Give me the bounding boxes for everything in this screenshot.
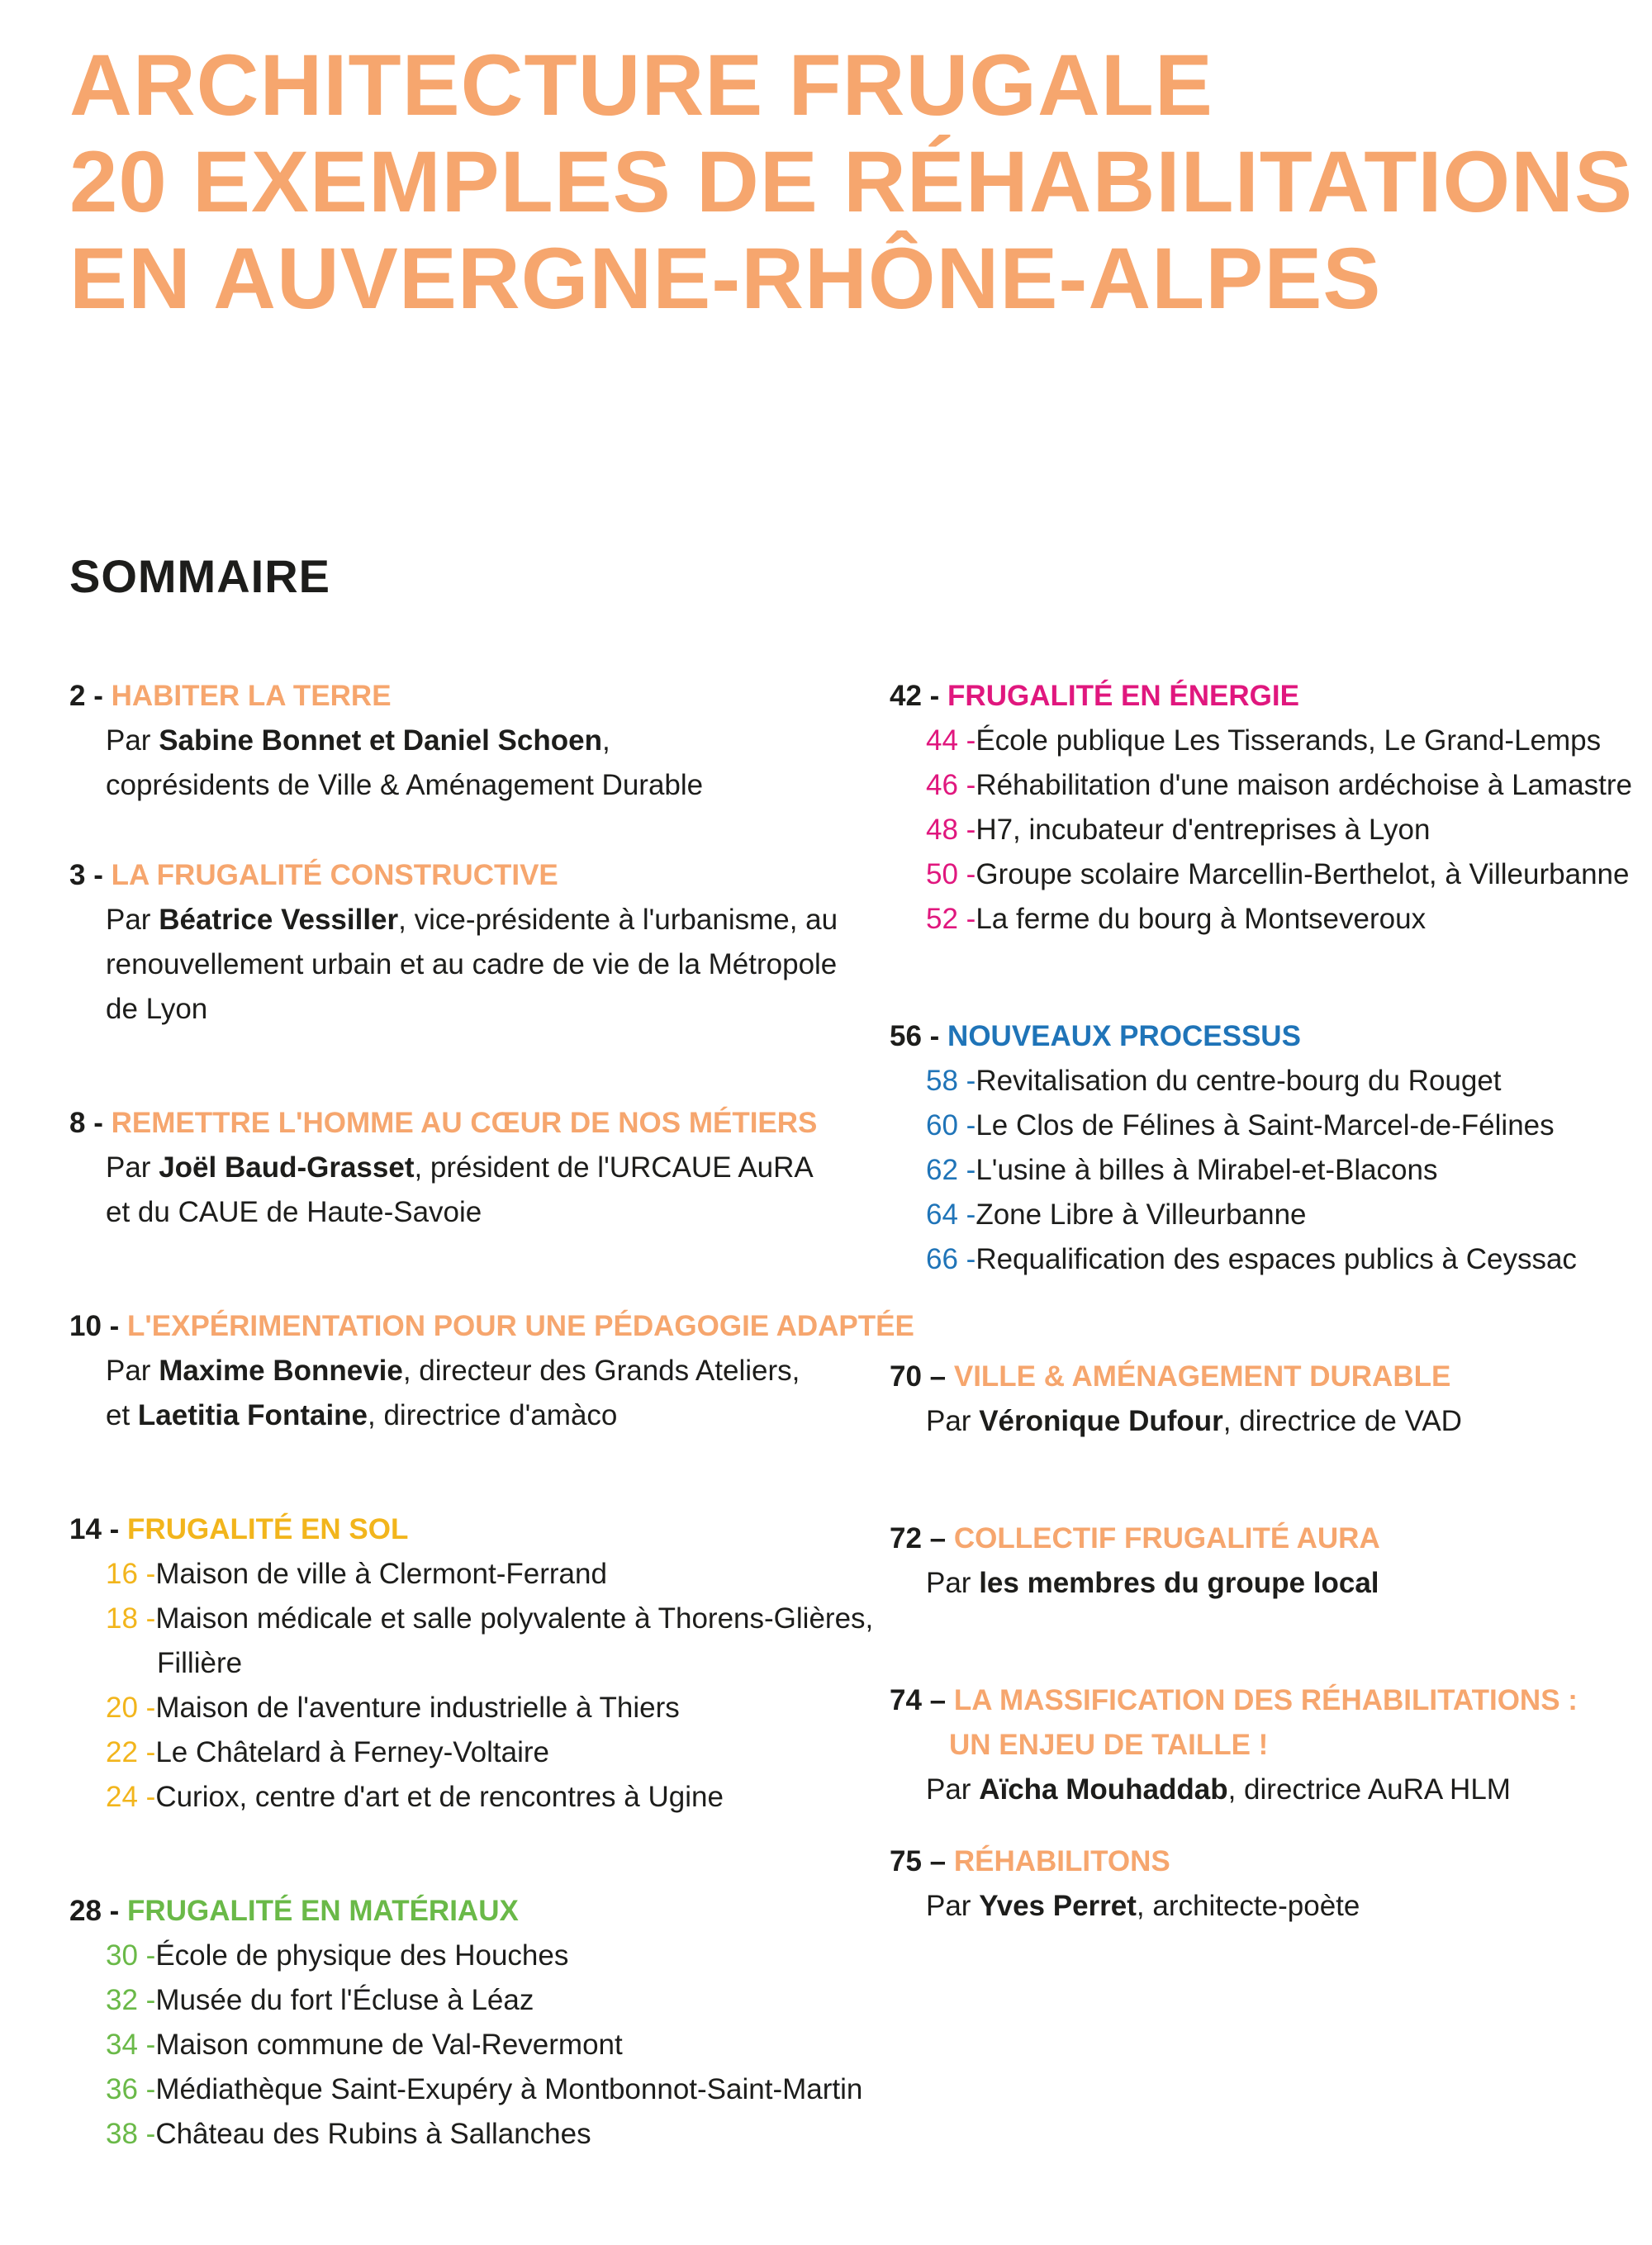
toc-item[interactable]: 18 - Maison médicale et salle polyvalente à Thorens-Glières, [106, 1602, 874, 1635]
toc-item[interactable]: 64 - Zone Libre à Villeurbanne [926, 1198, 1307, 1231]
section-title[interactable]: HABITER LA TERRE [111, 680, 392, 712]
author-names: les membres du groupe local [979, 1567, 1379, 1599]
toc-item[interactable]: 24 - Curiox, centre d'art et de rencontres à Ugine [106, 1781, 724, 1813]
toc-section-3: 3 - LA FRUGALITÉ CONSTRUCTIVE Par Béatrice Vessiller, vice-présidente à l'urbanisme, au renouvellement urbain et au cadre de vie de la Métropole de Lyon [69, 859, 838, 1025]
section-title[interactable]: NOUVEAUX PROCESSUS [947, 1020, 1301, 1052]
section-title[interactable]: L'EXPÉRIMENTATION POUR UNE PÉDAGOGIE ADAPTÉE [127, 1310, 914, 1342]
section-number: 8 - [69, 1107, 112, 1139]
section-title[interactable]: FRUGALITÉ EN SOL [127, 1513, 409, 1545]
section-number: 10 - [69, 1310, 128, 1342]
author-names: Joël Baud-Grasset [159, 1151, 415, 1184]
toc-item[interactable]: 44 - École publique Les Tisserands, Le Grand-Lemps [926, 724, 1602, 757]
toc-section-70: 70 – VILLE & AMÉNAGEMENT DURABLE Par Véronique Dufour, directrice de VAD [890, 1360, 1462, 1437]
toc-item[interactable]: 60 - Le Clos de Félines à Saint-Marcel-de-Félines [926, 1109, 1555, 1141]
toc-section-14: 14 - FRUGALITÉ EN SOL 16 - Maison de ville à Clermont-Ferrand 18 - Maison médicale et salle polyvalente à Thorens-Glières, Fillière 20 - Maison de l'aventure industrielle à Thiers 22 - Le Châtelard à Ferney-Voltaire 24 - Curiox, centre d'art et de rencontres à Ugine [69, 1507, 895, 1820]
author-names: Aïcha Mouhaddab [979, 1773, 1228, 1806]
toc-section-42 [890, 674, 1650, 942]
toc-item[interactable]: 66 - Requalification des espaces publics à Ceyssac [926, 1243, 1577, 1275]
toc-item[interactable]: 38 - Château des Rubins à Sallanches [106, 2118, 591, 2150]
section-title[interactable]: FRUGALITÉ EN ÉNERGIE [947, 680, 1299, 712]
section-number: 56 - [890, 1020, 948, 1052]
toc-item[interactable]: 52 - La ferme du bourg à Montseveroux [926, 903, 1427, 935]
toc-item[interactable]: 36 - Médiathèque Saint-Exupéry à Montbonnot-Saint-Martin [106, 2073, 863, 2105]
toc-item[interactable]: 62 - L'usine à billes à Mirabel-et-Blacons [926, 1154, 1438, 1186]
toc-section-56 [890, 1014, 1650, 1282]
section-number: 74 – [890, 1684, 954, 1716]
toc-item[interactable]: 50 - Groupe scolaire Marcellin-Berthelot, à Villeurbanne [926, 858, 1630, 890]
toc-item[interactable]: 30 - École de physique des Houches [106, 1939, 569, 1972]
section-title[interactable]: LA FRUGALITÉ CONSTRUCTIVE [111, 859, 558, 891]
section-title[interactable]: REMETTRE L'HOMME AU CŒUR DE NOS MÉTIERS [111, 1107, 818, 1139]
toc-item[interactable]: 16 - Maison de ville à Clermont-Ferrand [106, 1558, 607, 1590]
toc-section-75: 75 – RÉHABILITONS Par Yves Perret, architecte-poète [890, 1845, 1360, 1922]
section-number: 2 - [69, 680, 112, 712]
section-title[interactable]: VILLE & AMÉNAGEMENT DURABLE [953, 1360, 1451, 1393]
toc-section-28 [69, 1889, 895, 2157]
toc-item[interactable]: 46 - Réhabilitation d'une maison ardéchoise à Lamastre [926, 769, 1632, 801]
toc-item[interactable]: 34 - Maison commune de Val-Revermont [106, 2029, 623, 2061]
toc-section-2: 2 - HABITER LA TERRE Par Sabine Bonnet et Daniel Schoen, coprésidents de Ville & Aménagement Durable [69, 680, 704, 801]
toc-left-column [69, 674, 914, 2157]
toc-item[interactable]: 32 - Musée du fort l'Écluse à Léaz [106, 1984, 534, 2016]
title-line-2: 20 EXEMPLES DE RÉHABILITATIONS [69, 134, 1634, 230]
toc-section-72: 72 – COLLECTIF FRUGALITÉ AURA Par les membres du groupe local [890, 1522, 1380, 1599]
title-line-1: ARCHITECTURE FRUGALE [69, 37, 1213, 134]
section-number: 70 – [890, 1360, 954, 1393]
section-title[interactable]: COLLECTIF FRUGALITÉ AURA [953, 1522, 1380, 1554]
author-names: Sabine Bonnet et Daniel Schoen [159, 724, 602, 757]
toc-section-74: 74 – LA MASSIFICATION DES RÉHABILITATIONS : UN ENJEU DE TAILLE ! Par Aïcha Mouhaddab, directrice AuRA HLM [890, 1684, 1578, 1806]
section-title[interactable]: FRUGALITÉ EN MATÉRIAUX [127, 1895, 519, 1927]
section-title[interactable]: LA MASSIFICATION DES RÉHABILITATIONS : [953, 1684, 1578, 1716]
toc-item[interactable]: 20 - Maison de l'aventure industrielle à Thiers [106, 1692, 680, 1724]
document-title [69, 37, 1633, 327]
toc-right-column [890, 674, 1650, 1929]
section-number: 72 – [890, 1522, 954, 1554]
toc-section-10: 10 - L'EXPÉRIMENTATION POUR UNE PÉDAGOGIE ADAPTÉE Par Maxime Bonnevie, directeur des Grands Ateliers, et Laetitia Fontaine, directrice d'amàco [69, 1310, 914, 1431]
author-names: Yves Perret [979, 1890, 1137, 1922]
toc-item[interactable]: 48 - H7, incubateur d'entreprises à Lyon [926, 814, 1431, 846]
sommaire-heading: SOMMAIRE [69, 550, 330, 602]
section-number: 42 - [890, 680, 948, 712]
toc-item[interactable]: 22 - Le Châtelard à Ferney-Voltaire [106, 1736, 549, 1768]
author-names: Laetitia Fontaine [137, 1399, 368, 1431]
section-title[interactable]: RÉHABILITONS [953, 1845, 1170, 1877]
toc-item[interactable]: 58 - Revitalisation du centre-bourg du Rouget [926, 1065, 1502, 1097]
author-names: Véronique Dufour [979, 1405, 1223, 1437]
author-names: Maxime Bonnevie [159, 1355, 403, 1387]
section-number: 28 - [69, 1895, 128, 1927]
title-line-3: EN AUVERGNE-RHÔNE-ALPES [69, 230, 1382, 327]
section-number: 75 – [890, 1845, 954, 1877]
section-number: 14 - [69, 1513, 128, 1545]
section-title-continued[interactable]: UN ENJEU DE TAILLE ! [949, 1729, 1269, 1761]
section-number: 3 - [69, 859, 112, 891]
toc-section-8: 8 - REMETTRE L'HOMME AU CŒUR DE NOS MÉTIERS Par Joël Baud-Grasset, président de l'URCAUE AuRA et du CAUE de Haute-Savoie [69, 1107, 818, 1228]
author-names: Béatrice Vessiller [159, 904, 399, 936]
